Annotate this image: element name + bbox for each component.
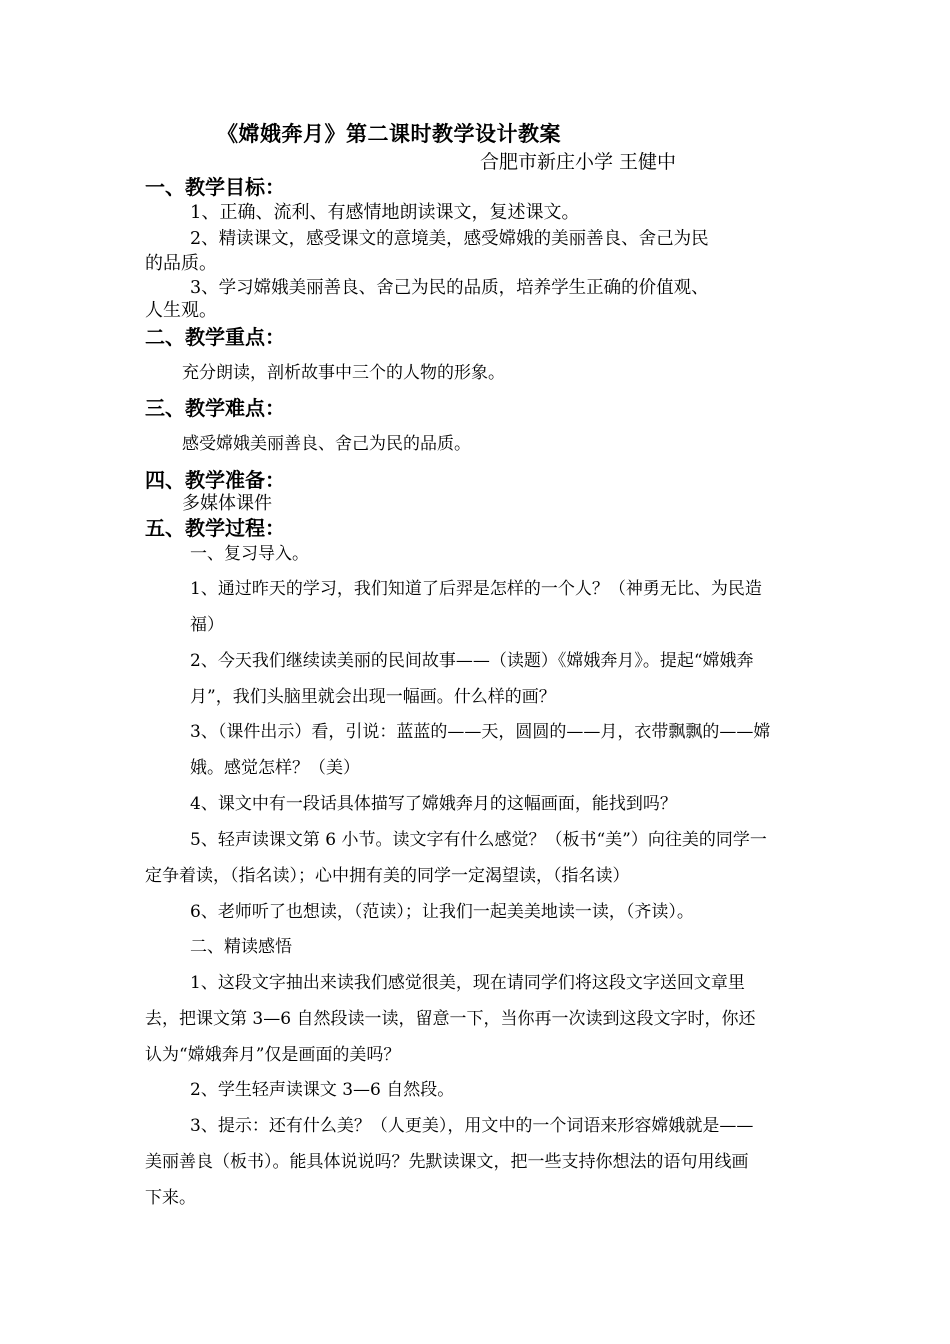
reading-step-1a: 1、这段文字抽出来读我们感觉很美，现在请同学们将这段文字送回文章里 [190,973,745,993]
reading-step-3a: 3、提示：还有什么美？（人更美），用文中的一个词语来形容嫦娥就是—— [190,1116,754,1136]
section-heading-process: 五、教学过程： [145,516,285,540]
process-step-3b: 娥。感觉怎样？（美） [190,758,360,778]
objective-line-2b: 的品质。 [145,253,217,274]
process-part-2-title: 二、精读感悟 [190,937,292,957]
reading-step-1c: 认为“嫦娥奔月”仅是画面的美吗？ [145,1045,401,1065]
process-step-3a: 3、（课件出示）看，引说：蓝蓝的——天，圆圆的——月，衣带飘飘的——嫦 [190,722,771,742]
reading-step-2: 2、学生轻声读课文 3—6 自然段。 [190,1080,455,1100]
objective-line-2a: 2、精读课文，感受课文的意境美，感受嫦娥的美丽善良、舍己为民 [190,229,709,249]
preparation-text: 多媒体课件 [182,493,272,514]
section-heading-difficulties: 三、教学难点： [145,396,285,420]
process-step-2a: 2、今天我们继续读美丽的民间故事——（读题）《嫦娥奔月》。提起“嫦娥奔 [190,651,754,671]
reading-step-3c: 下来。 [145,1188,196,1208]
process-step-4: 4、课文中有一段话具体描写了嫦娥奔月的这幅画面，能找到吗？ [190,794,677,814]
objective-line-3a: 3、学习嫦娥美丽善良、舍己为民的品质，培养学生正确的价值观、 [190,278,709,298]
author-line: 合肥市新庄小学 王健中 [480,151,677,173]
section-heading-key-points: 二、教学重点： [145,325,285,349]
section-heading-preparation: 四、教学准备： [145,468,285,492]
reading-step-1b: 去，把课文第 3—6 自然段读一读，留意一下，当你再一次读到这段文字时，你还 [145,1009,756,1029]
objective-line-3b: 人生观。 [145,300,217,321]
process-step-5b: 定争着读，（指名读）；心中拥有美的同学一定渴望读，（指名读） [145,866,630,886]
process-step-5a: 5、轻声读课文第 6 小节。读文字有什么感觉？（板书“美”）向往美的同学一 [190,830,767,850]
difficulties-text: 感受嫦娥美丽善良、舍己为民的品质。 [182,434,471,454]
process-step-2b: 月”，我们头脑里就会出现一幅画。什么样的画？ [190,687,556,707]
document-title: 《嫦娥奔月》第二课时教学设计教案 [217,121,561,146]
process-part-1-title: 一、复习导入。 [190,544,309,564]
process-step-1b: 福） [190,615,224,635]
reading-step-3b: 美丽善良（板书）。能具体说说吗？先默读课文，把一些支持你想法的语句用线画 [145,1152,749,1172]
section-heading-objectives: 一、教学目标： [145,175,285,199]
process-step-1a: 1、通过昨天的学习，我们知道了后羿是怎样的一个人？（神勇无比、为民造 [190,579,762,599]
process-step-6: 6、老师听了也想读，（范读）；让我们一起美美地读一读，（齐读）。 [190,902,694,922]
objective-line-1: 1、正确、流利、有感情地朗读课文，复述课文。 [190,202,580,223]
key-points-text: 充分朗读，剖析故事中三个的人物的形象。 [182,363,505,383]
